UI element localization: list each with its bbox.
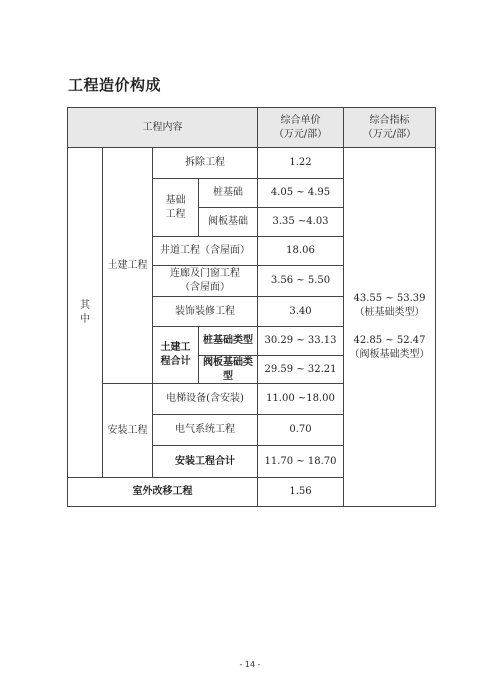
row-demolition-price xyxy=(257,147,344,179)
pile-label: 桩基础 xyxy=(213,187,243,198)
group-tujian-total xyxy=(152,326,199,384)
outdoor-label: 室外改移工程 xyxy=(132,486,193,497)
raft-price: 3.35 ~4.03 xyxy=(272,216,329,227)
row-install-total-price xyxy=(257,445,344,478)
decoration-label: 装饰装修工程 xyxy=(175,305,235,317)
row-electrical-price xyxy=(257,414,344,446)
row-total-pile-price xyxy=(257,326,344,356)
row-elevator-label xyxy=(152,383,258,415)
index-line4: （阀板基础类型） xyxy=(349,349,430,360)
corridor-price: 3.56 ~ 5.50 xyxy=(270,275,331,286)
elevator-label: 电梯设备(含安装) xyxy=(166,393,244,404)
electrical-price: 0.70 xyxy=(289,424,312,435)
shaft-price: 18.06 xyxy=(286,245,315,256)
demolition-price: 1.22 xyxy=(289,157,312,168)
index-line3: 42.85 ~ 52.47 xyxy=(353,335,426,346)
header-content xyxy=(67,107,258,148)
raft-label: 阀板基础 xyxy=(208,216,248,227)
group-tujian xyxy=(102,147,153,384)
row-outdoor-price xyxy=(257,477,344,507)
outdoor-price: 1.56 xyxy=(289,486,312,497)
cost-table xyxy=(67,107,436,507)
section-title: 工程造价构成 xyxy=(68,76,162,94)
row-pile-price xyxy=(257,178,344,208)
group-jichu xyxy=(152,178,199,237)
row-corridor-price xyxy=(257,265,344,297)
decoration-price: 3.40 xyxy=(289,305,312,317)
row-demolition-label xyxy=(152,147,258,179)
pile-price: 4.05 ~ 4.95 xyxy=(270,187,331,198)
total-raft-price: 29.59 ~ 32.21 xyxy=(264,363,337,375)
row-elevator-price xyxy=(257,383,344,415)
group-anzhuang-label: 安装工程 xyxy=(107,424,148,436)
total-pile-price: 30.29 ~ 33.13 xyxy=(264,335,337,346)
row-shaft-label xyxy=(152,236,258,266)
install-total-label: 安装工程合计 xyxy=(175,455,235,467)
electrical-label: 电气系统工程 xyxy=(175,424,235,435)
total-raft-label: 阀板基础类型 xyxy=(203,356,253,382)
install-total-price: 11.70 ~ 18.70 xyxy=(264,455,337,467)
row-shaft-price xyxy=(257,236,344,266)
header-index-label: 综合指标 （万元/部） xyxy=(362,114,417,140)
demolition-label: 拆除工程 xyxy=(185,157,225,168)
header-index xyxy=(343,107,436,148)
index-line1: 43.55 ~ 53.39 xyxy=(353,293,426,304)
group-tujian-label: 土建工程 xyxy=(107,259,148,271)
total-pile-label: 桩基础类型 xyxy=(203,335,253,346)
group-tujian-total-label: 土建工 程合计 xyxy=(160,342,191,367)
group-jichu-label: 基础 工程 xyxy=(165,194,186,220)
composite-index xyxy=(343,147,436,507)
row-total-raft-price xyxy=(257,355,344,384)
row-total-raft-label xyxy=(198,355,258,384)
corridor-label: 连廊及门窗工程 （含屋面） xyxy=(170,268,240,293)
row-outdoor-label xyxy=(67,477,258,507)
elevator-price: 11.00 ~18.00 xyxy=(266,393,335,404)
row-install-total-label xyxy=(152,445,258,478)
page-number: - 14 - xyxy=(239,660,261,669)
shaft-label: 井道工程（含屋面） xyxy=(160,245,250,256)
row-raft-label xyxy=(198,207,258,237)
row-corridor-label xyxy=(152,265,258,297)
group-qizhong-label: 其 中 xyxy=(80,299,90,325)
header-unit-price-label: 综合单价 （万元/部） xyxy=(273,114,328,140)
header-content-label: 工程内容 xyxy=(142,121,183,133)
index-line2: （桩基础类型） xyxy=(354,307,425,318)
header-unit-price xyxy=(257,107,344,148)
group-anzhuang xyxy=(102,383,153,478)
row-electrical-label xyxy=(152,414,258,446)
group-qizhong xyxy=(67,147,103,478)
row-decoration-price xyxy=(257,296,344,327)
row-raft-price xyxy=(257,207,344,237)
row-decoration-label xyxy=(152,296,258,327)
row-pile-label xyxy=(198,178,258,208)
row-total-pile-label xyxy=(198,326,258,356)
